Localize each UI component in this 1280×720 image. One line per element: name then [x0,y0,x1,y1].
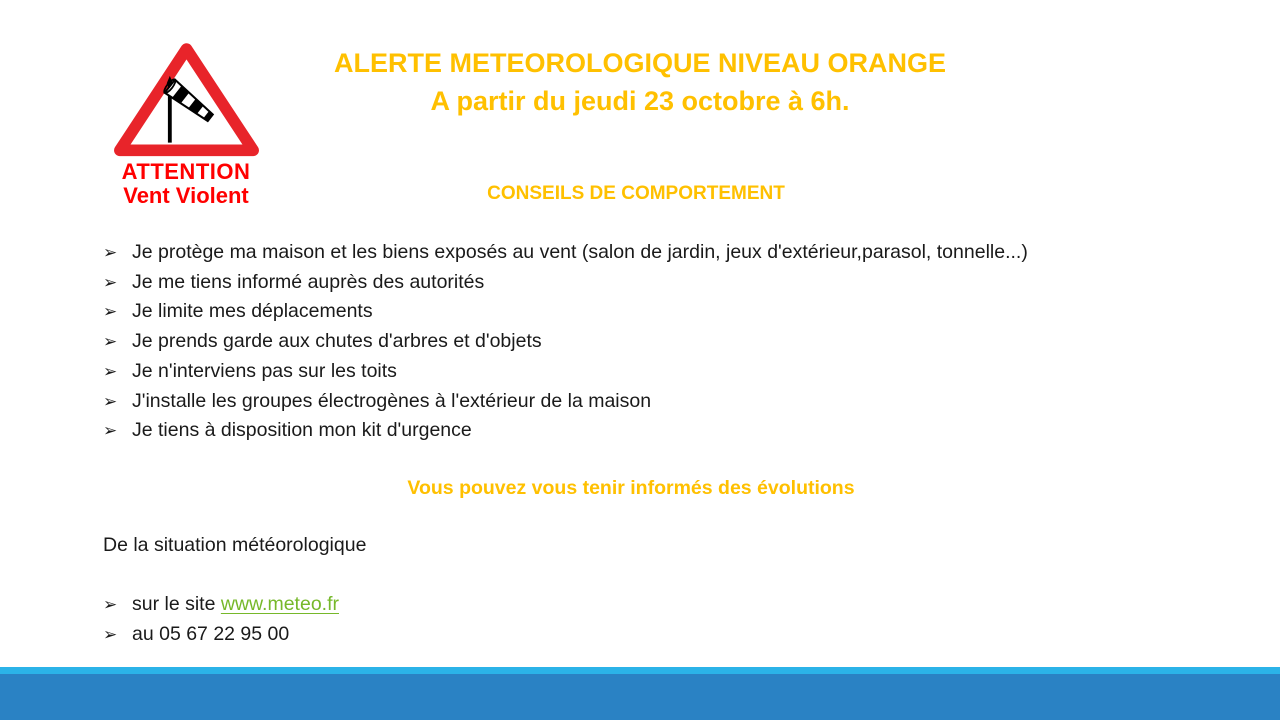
arrow-bullet-icon: ➢ [103,391,118,411]
list-item [103,268,1213,298]
warning-caption-attention: ATTENTION [121,159,251,184]
footer-bar [0,674,1280,720]
list-item [103,238,1213,268]
arrow-bullet-icon: ➢ [103,272,118,292]
advice-list [103,238,1213,446]
footer-accent-strip [0,667,1280,674]
arrow-bullet-icon: ➢ [103,595,118,614]
slide-title [0,44,1280,120]
list-item [103,416,1213,446]
section-heading: CONSEILS DE COMPORTEMENT [487,183,785,204]
advice-text: Je limite mes déplacements [132,300,373,323]
advice-text: Je protège ma maison et les biens exposés au vent (salon de jardin, jeux d'extérieur,parasol, tonnelle...) [132,241,1028,263]
title-line-1: ALERTE METEOROLOGIQUE NIVEAU ORANGE [333,48,947,78]
list-item [103,387,1213,417]
arrow-bullet-icon: ➢ [103,302,118,322]
site-item-text [132,590,339,619]
warning-caption-vent-violent: Vent Violent [123,183,249,208]
advice-text: Je me tiens informé auprès des autorités [132,270,485,293]
advice-text: J'installe les groupes électrogènes à l'extérieur de la maison [132,389,652,412]
list-item [103,327,1213,357]
title-line-2: A partir du jeudi 23 octobre à 6h. [430,86,850,116]
list-item [103,590,803,620]
list-item [103,357,1213,387]
info-subtext: De la situation météorologique [103,534,367,556]
info-heading: Vous pouvez vous tenir informés des évolutions [407,477,855,499]
arrow-bullet-icon: ➢ [103,421,118,441]
advice-text: Je prends garde aux chutes d'arbres et d'objets [132,330,542,353]
site-prefix: sur le site [132,593,221,615]
advice-text: Je tiens à disposition mon kit d'urgence [132,419,472,442]
list-item [103,620,803,650]
list-item [103,297,1213,327]
phone-item-text: au 05 67 22 95 00 [132,622,290,645]
meteo-fr-link[interactable]: www.meteo.fr [220,593,339,615]
arrow-bullet-icon: ➢ [103,243,118,262]
info-list [103,590,803,649]
arrow-bullet-icon: ➢ [103,361,118,381]
advice-text: Je n'interviens pas sur les toits [132,359,397,382]
arrow-bullet-icon: ➢ [103,332,118,352]
arrow-bullet-icon: ➢ [103,624,118,644]
